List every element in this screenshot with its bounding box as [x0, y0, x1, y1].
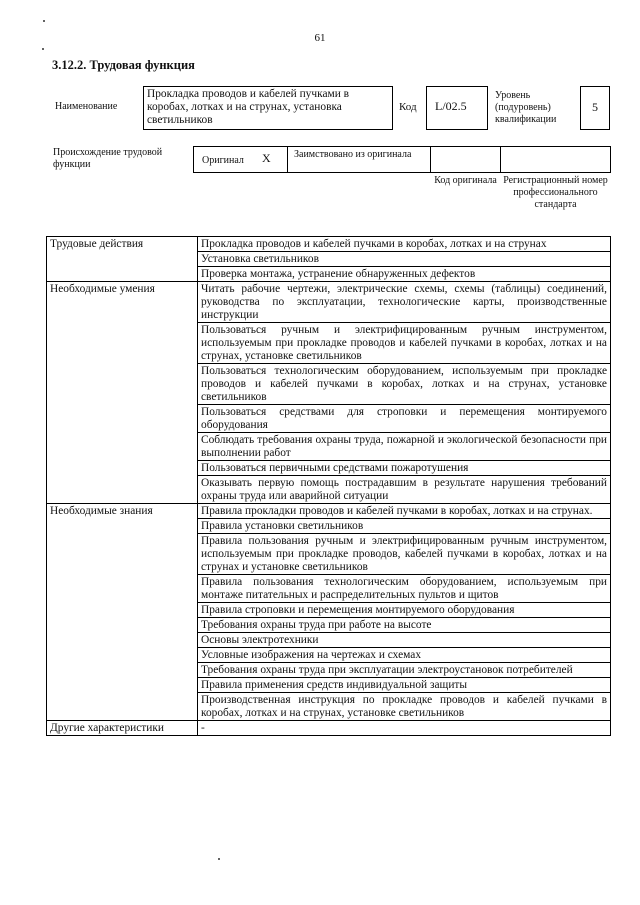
level-value: 5	[592, 100, 598, 114]
section-item: Пользоваться первичными средствами пожаротушения	[198, 461, 611, 476]
section-item: Читать рабочие чертежи, электрические схемы, схемы (таблицы) соединений, руководства по эксплуатации, технологические карты, производственные инструкции	[198, 282, 611, 323]
scan-speck	[42, 48, 44, 50]
section-item: Требования охраны труда при работе на высоте	[198, 618, 611, 633]
page-number: 61	[314, 32, 326, 44]
level-label: Уровень (подуровень) квалификации	[495, 90, 557, 125]
section-header: Необходимые знания	[47, 504, 198, 721]
section-item: -	[198, 721, 611, 736]
name-label: Наименование	[55, 101, 118, 112]
table-row	[47, 282, 611, 323]
table-row	[47, 721, 611, 736]
section-item: Установка светильников	[198, 252, 611, 267]
section-item: Проверка монтажа, устранение обнаруженных дефектов	[198, 267, 611, 282]
section-header: Другие характеристики	[47, 721, 198, 736]
section-item: Производственная инструкция по прокладке проводов и кабелей пучками в коробах, лотках и на струнах, установке светильников	[198, 693, 611, 721]
original-code-box	[430, 146, 501, 173]
section-item: Правила пользования ручным и электрифицированным ручным инструментом, используемым при прокладке проводов, кабелей пучками в коробах, лотках и на струнах и установке светильников	[198, 534, 611, 575]
section-header: Трудовые действия	[47, 237, 198, 282]
code-box	[426, 86, 488, 130]
section-item: Правила пользования технологическим оборудованием, используемым при монтаже питательных и распределительных пультов и щитов	[198, 575, 611, 603]
section-item: Требования охраны труда при эксплуатации электроустановок потребителей	[198, 663, 611, 678]
section-item: Оказывать первую помощь пострадавшим в результате нарушения требований охраны труда или аварийной ситуации	[198, 476, 611, 504]
table-row	[47, 504, 611, 519]
borrowed-label: Заимствовано из оригинала	[294, 149, 412, 160]
original-label: Оригинал	[202, 155, 244, 166]
section-item: Пользоваться технологическим оборудованием, используемым при прокладке проводов и кабелей пучками в коробах, лотках и на струнах, установке светильников	[198, 364, 611, 405]
reg-number-caption: Регистрационный номер профессионального стандарта	[503, 175, 608, 210]
table-row	[47, 237, 611, 252]
scan-speck	[43, 20, 45, 22]
origin-label: Происхождение трудовой функции	[53, 147, 163, 170]
section-header: Необходимые умения	[47, 282, 198, 504]
section-item: Правила строповки и перемещения монтируемого оборудования	[198, 603, 611, 618]
section-item: Прокладка проводов и кабелей пучками в коробах, лотках и на струнах	[198, 237, 611, 252]
level-box	[580, 86, 610, 130]
original-mark: X	[262, 151, 271, 165]
name-box	[143, 86, 393, 130]
section-item: Правила прокладки проводов и кабелей пучками в коробах, лотках и на струнах.	[198, 504, 611, 519]
scan-speck	[218, 858, 220, 860]
section-item: Соблюдать требования охраны труда, пожарной и экологической безопасности при выполнении работ	[198, 433, 611, 461]
code-value: L/02.5	[435, 99, 467, 113]
section-item: Пользоваться ручным и электрифицированным ручным инструментом, используемым при прокладке проводов и кабелей пучками в коробах, лотках и на струнах, установке светильников	[198, 323, 611, 364]
code-label: Код	[399, 101, 417, 113]
name-value: Прокладка проводов и кабелей пучками в коробах, лотках и на струнах, установка светильников	[147, 88, 350, 126]
section-item: Условные изображения на чертежах и схемах	[198, 648, 611, 663]
function-table	[46, 236, 611, 736]
code-original-caption: Код оригинала	[434, 175, 497, 186]
section-item: Правила применения средств индивидуальной защиты	[198, 678, 611, 693]
section-title: 3.12.2. Трудовая функция	[52, 58, 195, 72]
section-item: Правила установки светильников	[198, 519, 611, 534]
section-item: Основы электротехники	[198, 633, 611, 648]
reg-number-box	[500, 146, 611, 173]
original-box	[193, 146, 288, 173]
borrowed-box	[287, 146, 431, 173]
section-item: Пользоваться средствами для строповки и перемещения монтируемого оборудования	[198, 405, 611, 433]
